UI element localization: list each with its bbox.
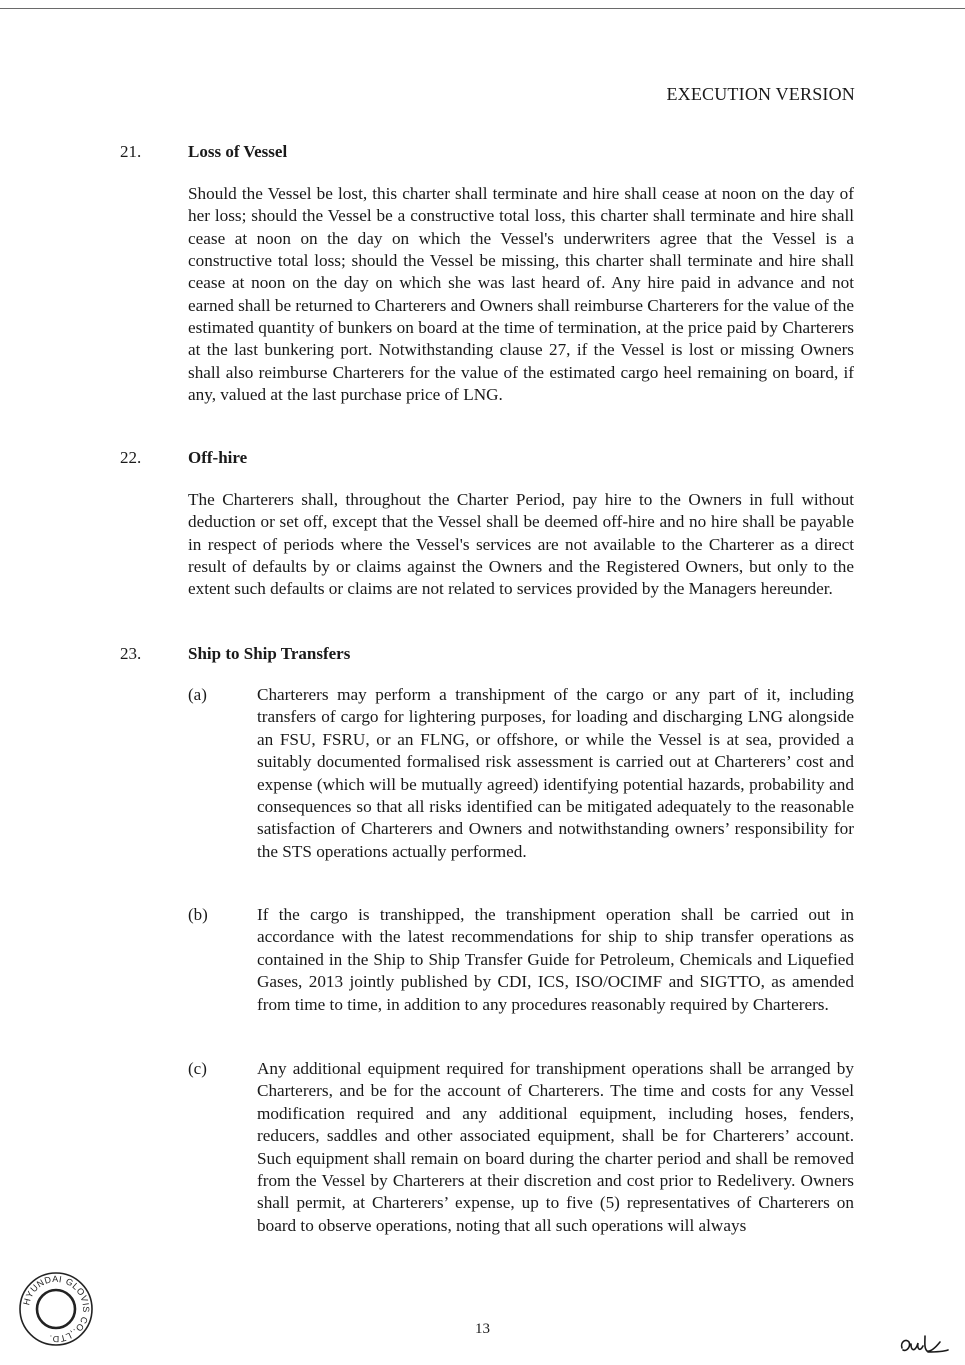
clause-22-title: Off-hire	[188, 448, 248, 467]
clause-23c-text: Any additional equipment required for transhipment operations shall be arranged by Charterers, and be for the account of Charterers. The time and costs for any Vessel modification required and any additional equipment, including hoses, fenders, reducers, saddles and other associated equipment, shall be for Charterers’ account. Such equipment shall remain on board during the charter period and shall be removed from the Vessel by Charterers at their discretion and cost prior to Redelivery. Owners shall permit, at Charterers’ expense, up to five (5) representatives of Charterers on board to observe operations, noting that all such operations will always	[257, 1059, 854, 1235]
clause-22-body: The Charterers shall, throughout the Charter Period, pay hire to the Owners in full without deduction or set off, except that the Vessel shall be deemed off-hire and no hire shall be payable in respect of periods where the Vessel's services are not available to the Charterer as a direct result of defaults by or claims against the Owners and the Registered Owners, but only to the extent such defaults or claims are not related to services provided by the Managers hereunder.	[188, 490, 854, 599]
svg-text:HYUNDAI GLOVIS CO.,LTD.: HYUNDAI GLOVIS CO.,LTD.	[21, 1273, 92, 1345]
clause-23c-label: (c)	[188, 1059, 207, 1078]
clause-22-number: 22.	[120, 448, 142, 467]
clause-21-number: 21.	[120, 142, 142, 161]
top-rule	[0, 8, 965, 9]
clause-21-body: Should the Vessel be lost, this charter shall terminate and hire shall cease at noon on the day of her loss; should the Vessel be a constructive total loss, this charter shall terminate and hire shall cease at noon on the day on which the Vessel's underwriters agree that the Vessel is a constructive total loss; should the Vessel be missing, this charter shall terminate and hire shall cease at noon on the day on which she was last heard of. Any hire paid in advance and not earned shall be returned to Charterers and Owners shall reimburse Charterers for the value of the estimated quantity of bunkers on board at the time of termination, at the price paid by Charterers at the last bunkering port. Notwithstanding clause 27, if the Vessel is lost or missing Owners shall also reimburse Charterers for the value of the estimated cargo heel remaining on board, if any, valued at the last purchase price of LNG.	[188, 184, 854, 405]
clause-23a-label: (a)	[188, 685, 207, 704]
clause-23-number: 23.	[120, 644, 142, 663]
clause-23b-text: If the cargo is transhipped, the transhipment operation shall be carried out in accordance with the latest recommendations for ship to ship transfer operations as contained in the Ship to Ship Transfer Guide for Petroleum, Chemicals and Liquefied Gases, 2013 jointly published by CDI, ICS, ISO/OCIMF and SIGTTO, as amended from time to time, in addition to any procedures reasonably required by Charterers.	[257, 905, 854, 1014]
clause-23-title: Ship to Ship Transfers	[188, 644, 351, 663]
execution-version-header: EXECUTION VERSION	[666, 84, 855, 104]
handwritten-initials	[898, 1330, 950, 1358]
clause-23b-label: (b)	[188, 905, 208, 924]
clause-21-title: Loss of Vessel	[188, 142, 288, 161]
clause-23a-text: Charterers may perform a transhipment of the cargo or any part of it, including transfers of cargo for lightering purposes, for loading and discharging LNG alongside an FSU, FSRU, or an FLNG, or offshore, or while the Vessel is at sea, provided a suitably documented formalised risk assessment is carried out at Charterers’ cost and expense (which will be mutually agreed) identifying potential hazards, probability and consequences so that all risks identified can be mitigated adequately to the reasonable satisfaction of Charterers and Owners and notwithstanding owners’ responsibility for the STS operations actually performed.	[257, 685, 854, 861]
page-number: 13	[475, 1321, 490, 1337]
